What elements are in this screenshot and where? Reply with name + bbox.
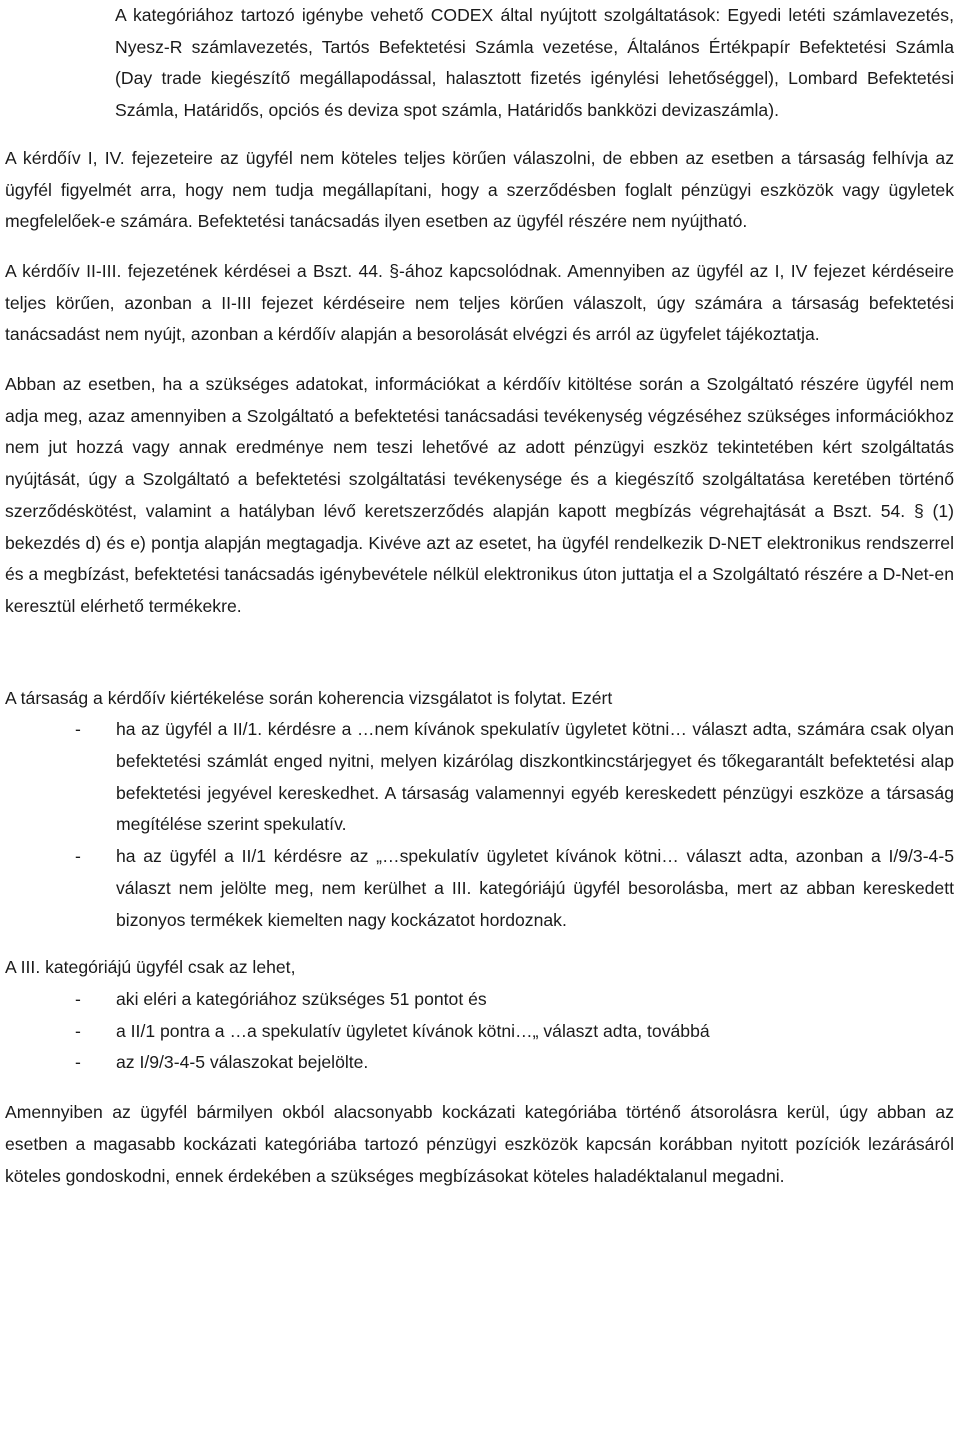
dash-bullet: -	[75, 988, 81, 1009]
list-item	[5, 714, 954, 841]
paragraph-reclassification: Amennyiben az ügyfél bármilyen okból alacsonyabb kockázati kategóriába történő átsorolásra kerül, úgy abban az esetben a magasabb kockázati kategóriába tartozó pénzügyi eszközök kapcsán korábban nyitott pozíciók lezárásáról köteles gondoskodni, ennek érdekében a szükséges megbízásokat köteles haladéktalanul megadni.	[5, 1102, 954, 1186]
paragraph-questionnaire-chapters-i-iv: A kérdőív I, IV. fejezeteire az ügyfél nem köteles teljes körűen válaszolni, de ebben az esetben a társaság felhívja az ügyfél figyelmét arra, hogy nem tudja megállapítani, hogy a szerződésben foglalt pénzügyi eszközök vagy ügyletek megfelelőek-e számára. Befektetési tanácsadás ilyen esetben az ügyfél részére nem nyújtható.	[5, 147, 954, 232]
list-item	[5, 841, 954, 936]
list-item-text: ha az ügyfél a II/1 kérdésre az „…spekulatív ügyletet kívánok kötni… választ adta, azonban a I/9/3-4-5 választ nem jelölte meg, nem kerülhet a III. kategóriájú ügyfél besorolásba, mert az abban kereskedett bizonyos termékek kiemelten nagy kockázatot hordoznak.	[116, 846, 954, 930]
list-item-text: ha az ügyfél a II/1. kérdésre a …nem kívánok spekulatív ügyletet kötni… választ adta, számára csak olyan befektetési számlát enged nyitni, melyen kizárólag diszkontkincstárjegyet és tőkegarantált befektetési alap befektetési jegyével kereskedhet. A társaság valamennyi egyéb kereskedett pénzügyi eszköze a társaság megítélése szerint spekulatív.	[116, 719, 954, 835]
dash-bullet: -	[75, 1020, 81, 1041]
coherence-rules-list	[5, 714, 954, 936]
dash-bullet: -	[75, 846, 81, 867]
list-item-text: aki eléri a kategóriához szükséges 51 pontot és	[116, 988, 487, 1009]
dash-bullet: -	[75, 1052, 81, 1073]
paragraph-refusal-conditions: Abban az esetben, ha a szükséges adatokat, információkat a kérdőív kitöltése során a Szolgáltató részére ügyfél nem adja meg, azaz amennyiben a Szolgáltató a befektetési tanácsadási tevékenység végzéséhez szükséges információkhoz nem jut hozzá vagy annak eredménye nem teszi lehetővé az adott pénzügyi eszköz tekintetében kért szolgáltatás nyújtását, úgy a Szolgáltató a befektetési szolgáltatási tevékenysége és a kiegészítő szolgáltatása keretében történő szerződéskötést, valamint a hatályban lévő keretszerződés alapján kapott megbízás végrehajtását a Bszt. 54. § (1) bekezdés d) és e) pontja alapján megtagadja. Kivéve azt az esetet, ha ügyfél rendelkezik D-NET elektronikus rendszerrel és a megbízást, befektetési tanácsadás igénybevétele nélkül elektronikus úton juttatja el a Szolgáltató részére a D-Net-en keresztül elérhető termékekre.	[5, 374, 954, 616]
paragraph-category-iii-intro: A III. kategóriájú ügyfél csak az lehet,	[5, 957, 296, 978]
category-iii-conditions-list	[5, 984, 954, 1079]
list-item-text: az I/9/3-4-5 válaszokat bejelölte.	[116, 1052, 369, 1073]
dash-bullet: -	[75, 719, 81, 740]
list-item	[5, 1016, 954, 1048]
list-item-text: a II/1 pontra a …a spekulatív ügyletet kívánok kötni…„ választ adta, továbbá	[116, 1020, 710, 1041]
paragraph-services: A kategóriához tartozó igénybe vehető CODEX által nyújtott szolgáltatások: Egyedi letéti számlavezetés, Nyesz-R számlavezetés, Tartós Befektetési Számla vezetése, Általános Értékpapír Befektetési Számla (Day trade kiegészítő megállapodással, halasztott fizetés igénylési lehetőséggel), Lombard Befektetési Számla, Határidős, opciós és deviza spot számla, Határidős bankközi devizaszámla).	[115, 5, 954, 121]
list-item	[5, 984, 954, 1016]
list-item	[5, 1047, 954, 1079]
paragraph-coherence-check: A társaság a kérdőív kiértékelése során koherencia vizsgálatot is folytat. Ezért	[5, 687, 613, 708]
paragraph-questionnaire-chapters-ii-iii: A kérdőív II-III. fejezetének kérdései a Bszt. 44. §-ához kapcsolódnak. Amennyiben az ügyfél az I, IV fejezet kérdéseire teljes körűen, azonban a II-III fejezet kérdéseire nem teljes körűen válaszolt, úgy számára a társaság befektetési tanácsadást nem nyújt, azonban a kérdőív alapján a besorolását elvégzi és arról az ügyfelet tájékoztatja.	[5, 260, 954, 345]
